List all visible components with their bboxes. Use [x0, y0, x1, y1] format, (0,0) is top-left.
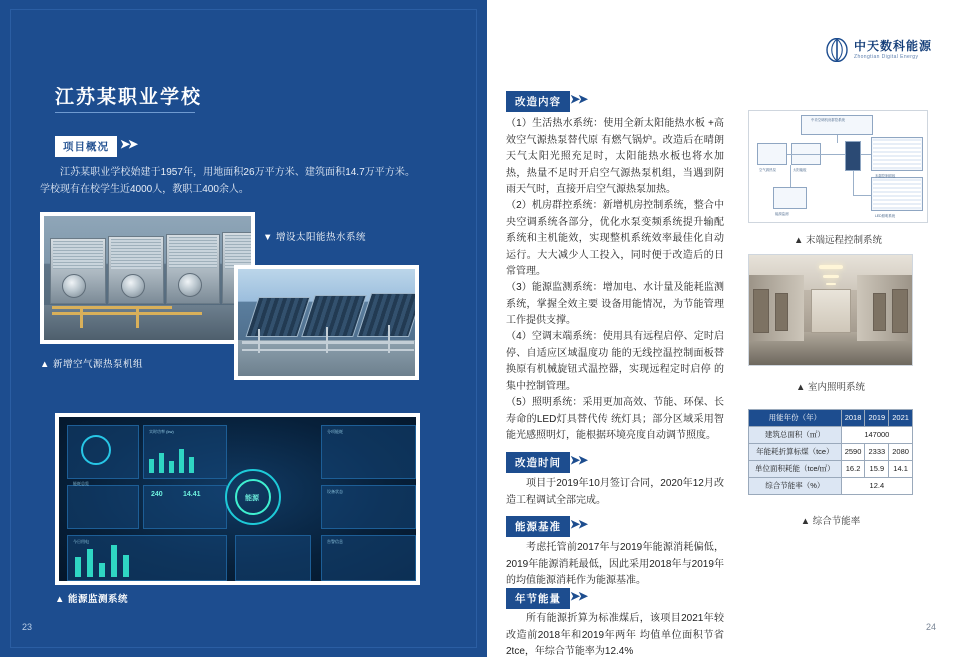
page-number-right: 24	[925, 622, 936, 632]
dashboard-panel-title-3: 分项能耗	[327, 429, 343, 434]
caption-energy-table: ▲ 综合节能率	[800, 516, 861, 527]
table-row	[749, 461, 913, 478]
title-divider	[55, 112, 195, 113]
table-row	[749, 427, 913, 444]
brand-name-en: Zhongtian Digital Energy	[853, 53, 919, 60]
caption-indoor-lighting: ▲ 室内照明系统	[795, 382, 866, 393]
table-header-1: 2018	[841, 410, 865, 427]
section-tag-baseline: 能源基准	[506, 516, 570, 537]
dashboard-panel-title-5: 今日用电	[73, 539, 89, 544]
caption-dashboard: ▲ 能源监测系统	[55, 594, 129, 605]
table-row	[749, 444, 913, 461]
content-item-3: （3）能源监测系统：增加电、水计量及能耗监测系统，掌握全效主要 设备用能情况，为节能管理工作提供支撑。	[506, 282, 724, 326]
table-cell-1-1: 2333	[865, 444, 889, 461]
saving-paragraph: 所有能源折算为标准煤后，该项目2021年较改造前2018年和2019年两年 均值单位面积节省2tce，年综合节能率为12.4%	[506, 613, 724, 657]
brand-logo	[826, 38, 932, 62]
photo-dashboard	[55, 413, 420, 585]
baseline-paragraph: 考虑托管前2017年与2019年能源消耗偏低，2019年能源消耗最低，因此采用2018年与2019年的均值能源消耗作为能源基准。	[506, 542, 724, 586]
content-item-4: （4）空调末端系统：使用具有远程启停、定时启停、自适应区域温度功 能的无线控温控制面板替换原有机械旋钮式温控器，实现远程定时启停 的集中控制管理。	[506, 331, 724, 392]
photo-dashboard-art	[59, 417, 416, 581]
table-row-label-2: 单位面积耗能（tce/㎡）	[749, 461, 842, 478]
table-header-0: 用能年份（年）	[749, 410, 842, 427]
company-logo-icon	[826, 38, 848, 62]
energy-saving-table	[748, 409, 913, 495]
dashboard-panel-title-6: 告警信息	[327, 539, 343, 544]
photo-heatpump	[40, 212, 255, 344]
photo-remote-control-system	[748, 110, 928, 223]
photo-solar	[234, 265, 419, 380]
photo-solar-art	[238, 269, 415, 376]
brand-name-cn: 中天数科能源	[853, 38, 932, 53]
table-header-2: 2019	[865, 410, 889, 427]
table-row	[749, 478, 913, 495]
photo-indoor-lighting	[748, 254, 913, 366]
caption-heatpump: ▲ 新增空气源热泵机组	[40, 359, 144, 370]
dashboard-number-1441: 14.41	[183, 491, 201, 498]
dashboard-panel-title-1: 能耗总览	[73, 481, 89, 486]
table-row-label-0: 建筑总面积（㎡）	[749, 427, 842, 444]
chevron-right-icon-baseline: ➤➤	[570, 517, 587, 531]
table-cell-2-1: 15.9	[865, 461, 889, 478]
corridor-art	[749, 255, 912, 365]
table-cell-1-0: 2590	[841, 444, 865, 461]
chevron-right-icon-time: ➤➤	[570, 453, 587, 467]
section-tag-time: 改造时间	[506, 452, 570, 473]
table-cell-merged-0: 147000	[841, 427, 912, 444]
table-cell-2-2: 14.1	[889, 461, 913, 478]
dashboard-number-240: 240	[151, 491, 163, 498]
dashboard-panel-title-4: 设备状态	[327, 489, 343, 494]
content-item-5: （5）照明系统：采用更加高效、节能、环保、长寿命的LED灯具替代传 统灯具；部分区域采用智能光感照明灯，能根据环境亮度自动调节照度。	[506, 397, 724, 441]
table-row-label-3: 综合节能率（%）	[749, 478, 842, 495]
page-title: 江苏某职业学校	[55, 87, 203, 108]
caption-solar: ▼ 增设太阳能热水系统	[263, 232, 367, 243]
overview-paragraph: 江苏某职业学校始建于1957年，用地面积26万平方米、建筑面积14.7万平方米。学校现有在校学生近4000人，教职工400余人。	[40, 167, 415, 195]
dashboard-center-label: 能源	[245, 495, 259, 502]
table-row-label-1: 年能耗折算标煤（tce）	[749, 444, 842, 461]
caption-remote-control: ▲ 末端远程控制系统	[793, 235, 883, 246]
chevron-right-icon: ➤➤	[120, 137, 137, 151]
chevron-right-icon-saving: ➤➤	[570, 589, 587, 603]
section-tag-content: 改造内容	[506, 91, 570, 112]
photo-heatpump-art	[44, 216, 251, 340]
content-item-2: （2）机房群控系统：新增机房控制系统，整合中央空调系统各部分，优化水泵变频系统提升输配系统和主机能效，实现整机系统效率最佳化自动运行。大大减少人工投入，同时便于改造后的日常管理。	[506, 200, 724, 277]
table-cell-merged-3: 12.4	[841, 478, 912, 495]
content-item-1: （1）生活热水系统：使用全新太阳能热水板 +高效空气源热泵替代原 有燃气锅炉。改造后在晴朗天气太阳光照充足时，太阳能热水板也将水加热，热量不足时开启空气源热泵机组，当遇到阴雨天气时，直接开启空气源热泵加热。	[506, 118, 724, 195]
section-tag-overview: 项目概况	[55, 136, 117, 157]
page-number-left: 23	[22, 622, 33, 632]
system-diagram-art: 中央空调机房群控系统 空气源热泵 太阳能板 能源监测 末端控制面板 LED照明系统	[749, 111, 927, 222]
table-header-3: 2021	[889, 410, 913, 427]
chevron-right-icon-content: ➤➤	[570, 92, 587, 106]
table-cell-2-0: 16.2	[841, 461, 865, 478]
dashboard-panel-title-2: 实时功率 (kw)	[149, 429, 174, 434]
table-cell-1-2: 2080	[889, 444, 913, 461]
time-paragraph: 项目于2019年10月签订合同，2020年12月改造工程调试全部完成。	[506, 478, 724, 506]
table-header-row	[749, 410, 913, 427]
section-tag-saving: 年节能量	[506, 588, 570, 609]
